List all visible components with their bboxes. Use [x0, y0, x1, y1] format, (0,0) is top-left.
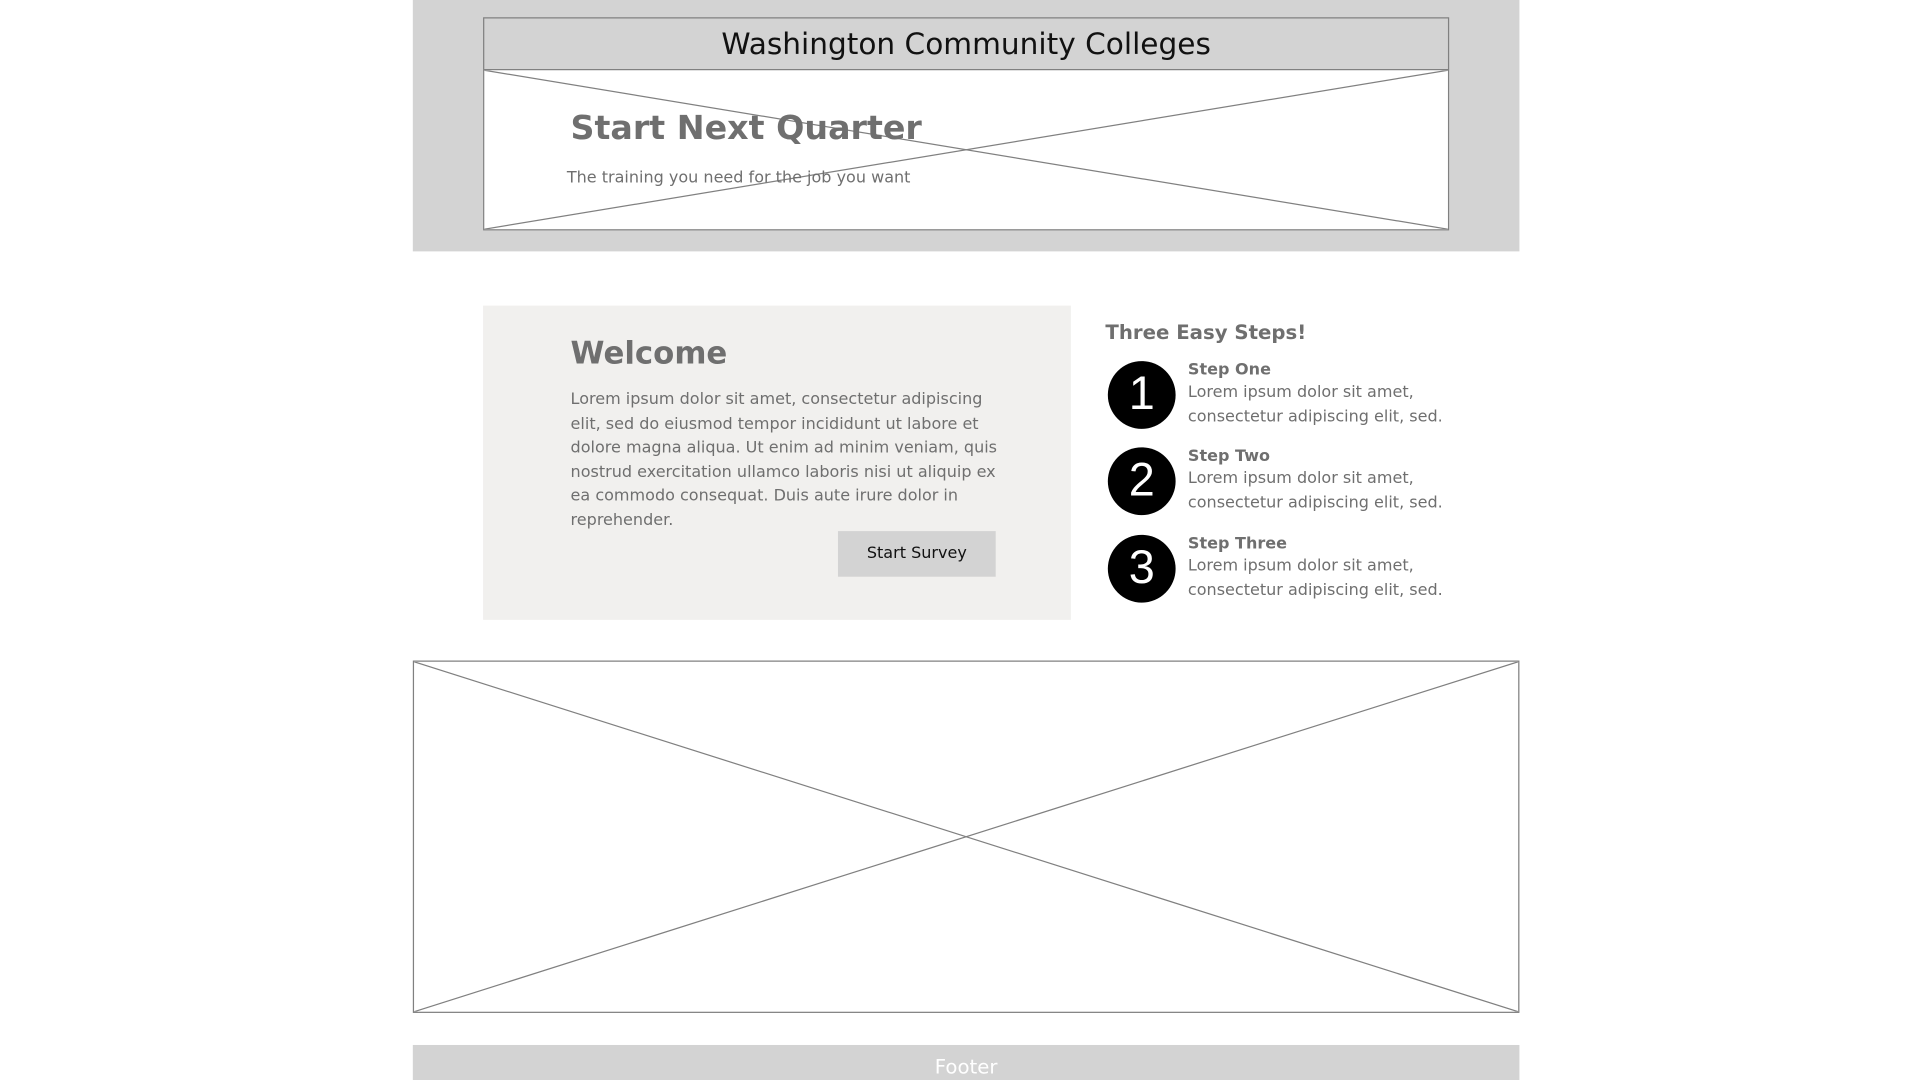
site-title: Washington Community Colleges — [483, 17, 1449, 70]
steps-title: Three Easy Steps! — [1105, 320, 1307, 344]
hero-image-placeholder — [483, 69, 1449, 230]
step-number-badge: 2 — [1108, 447, 1176, 515]
step-description: Lorem ipsum dolor sit amet, consectetur adipiscing elit, sed. — [1187, 469, 1443, 513]
welcome-title: Welcome — [570, 335, 728, 371]
step-description: Lorem ipsum dolor sit amet, consectetur adipiscing elit, sed. — [1187, 383, 1443, 426]
placeholder-cross-icon — [414, 662, 1518, 1012]
placeholder-cross-icon — [484, 70, 1448, 229]
welcome-body: Lorem ipsum dolor sit amet, consectetur adipiscing elit, sed do eiusmod tempor incididunt ut labore et dolore magna aliqua. Ut enim ad minim veniam, quis nostrud exercitation ullamco laboris nisi ut aliquip ex ea commodo consequat. Duis aute irure dolor in reprehender. — [570, 390, 998, 530]
step-number-badge: 3 — [1108, 535, 1176, 603]
step-two — [1108, 447, 1478, 521]
footer: Footer — [413, 1045, 1520, 1080]
step-one — [1108, 361, 1478, 435]
step-name: Step One — [1187, 361, 1271, 380]
step-name: Step Two — [1187, 447, 1271, 466]
hero-title: Start Next Quarter — [570, 109, 922, 148]
step-number-badge: 1 — [1108, 361, 1176, 429]
step-name: Step Three — [1187, 534, 1288, 554]
start-survey-button[interactable]: Start Survey — [838, 531, 996, 577]
hero-subtitle: The training you need for the job you want — [566, 168, 911, 188]
welcome-card — [483, 306, 1071, 620]
step-description: Lorem ipsum dolor sit amet, consectetur adipiscing elit, sed. — [1187, 556, 1443, 600]
step-three — [1108, 535, 1478, 609]
content-image-placeholder — [413, 661, 1520, 1013]
